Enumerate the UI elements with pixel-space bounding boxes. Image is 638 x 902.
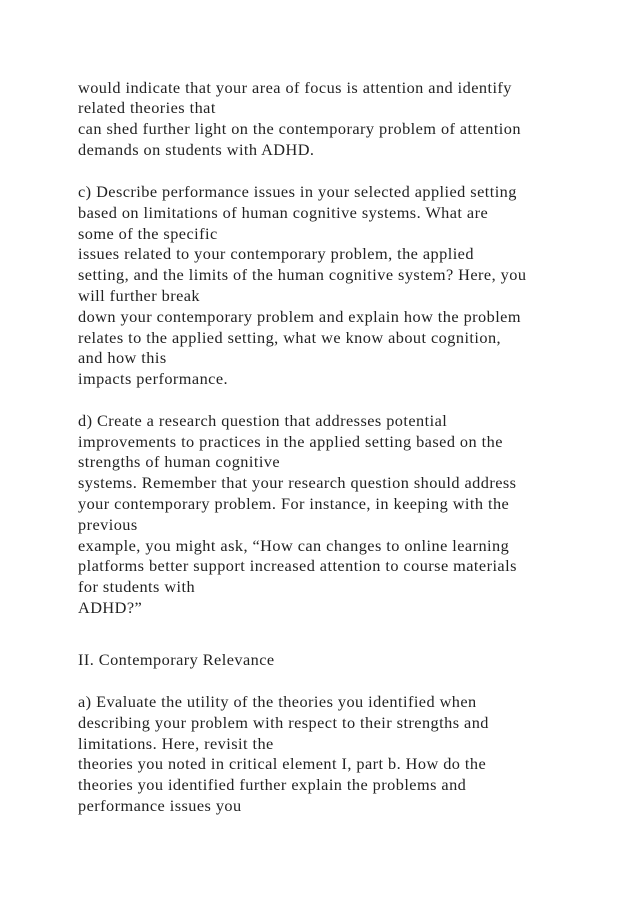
text-line: strengths of human cognitive (78, 452, 281, 471)
text-line: ADHD?” (78, 598, 143, 617)
text-line: relates to the applied setting, what we know about cognition, (78, 328, 502, 347)
text-line: systems. Remember that your research question should address (78, 473, 517, 492)
text-line: related theories that (78, 98, 216, 117)
text-line: c) Describe performance issues in your selected applied setting (78, 182, 517, 201)
text-line: would indicate that your area of focus is attention and identify (78, 78, 512, 97)
text-line: example, you might ask, “How can changes to online learning (78, 536, 510, 555)
text-line: theories you noted in critical element I, part b. How do the (78, 754, 487, 773)
text-line: previous (78, 515, 138, 534)
text-line: can shed further light on the contemporary problem of attention (78, 119, 521, 138)
text-line: setting, and the limits of the human cognitive system? Here, you (78, 265, 527, 284)
text-line: for students with (78, 577, 196, 596)
text-line: down your contemporary problem and explain how the problem (78, 307, 521, 326)
text-line: your contemporary problem. For instance, in keeping with the (78, 494, 510, 513)
text-line: impacts performance. (78, 369, 229, 388)
text-line: performance issues you (78, 796, 242, 815)
text-line: a) Evaluate the utility of the theories you identified when (78, 692, 477, 711)
text-line: limitations. Here, revisit the (78, 734, 274, 753)
text-line: and how this (78, 348, 167, 367)
text-line: will further break (78, 286, 201, 305)
text-line: improvements to practices in the applied setting based on the (78, 432, 503, 451)
text-line: issues related to your contemporary problem, the applied (78, 244, 474, 263)
section-heading: II. Contemporary Relevance (78, 650, 275, 669)
text-line: theories you identified further explain the problems and (78, 775, 467, 794)
text-line: platforms better support increased attention to course materials (78, 556, 517, 575)
text-line: based on limitations of human cognitive systems. What are (78, 203, 489, 222)
text-line: d) Create a research question that addresses potential (78, 411, 448, 430)
text-line: some of the specific (78, 224, 218, 243)
text-line: demands on students with ADHD. (78, 140, 315, 159)
text-line: describing your problem with respect to their strengths and (78, 713, 489, 732)
